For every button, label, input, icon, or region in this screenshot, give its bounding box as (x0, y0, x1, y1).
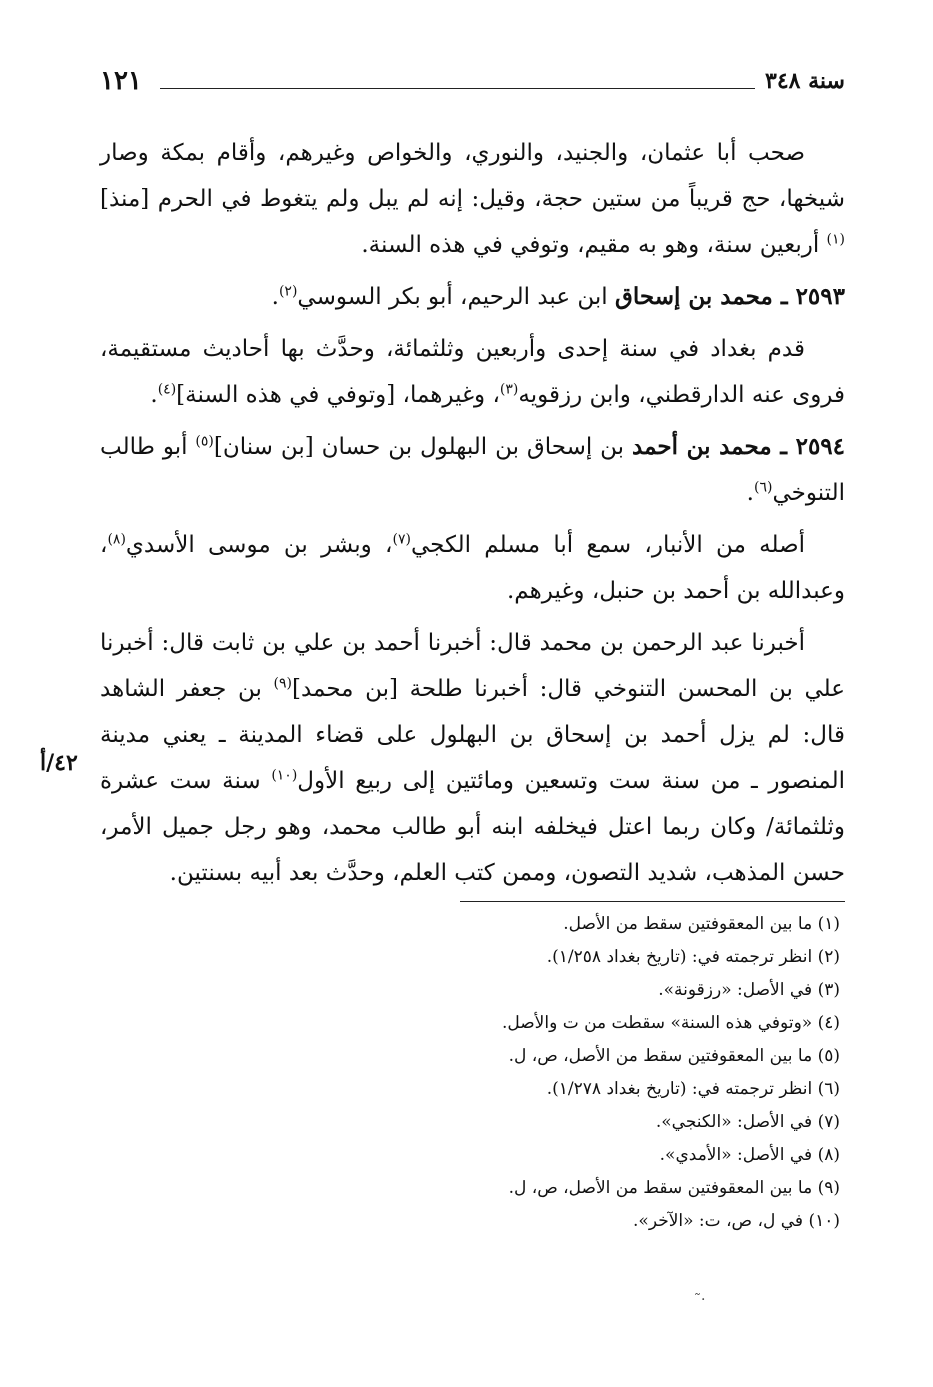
footnote-2: (٢) انظر ترجمته في: (تاريخ بغداد ١/٢٥٨). (546, 947, 840, 967)
footnote-divider (460, 901, 845, 902)
footnote-ref-8: (٨) (107, 531, 126, 548)
footnote-ref-4: (٤) (157, 381, 177, 398)
paragraph-3: أصله من الأنبار، سمع أبا مسلم الكجي$^{(٧)}$، وبشر بن موسى الأسدي$^{(٨)}$، وعبدالله بن أحمد بن حنبل، وغيرهم. (100, 531, 845, 604)
entry-2593-heading: ٢٥٩٣ ـ محمد بن إسحاق (615, 283, 845, 310)
entry-2594-heading: ٢٥٩٤ ـ محمد بن أحمد (632, 433, 846, 460)
entry-2593: ٢٥٩٣ ـ محمد بن إسحاق ابن عبد الرحيم، أبو بكر السوسي$^{(٢)}$. (271, 283, 845, 310)
footnote-ref-3: (٣) (499, 381, 519, 398)
footnote-ref-5: (٥) (195, 433, 214, 450)
footnote-9: (٩) ما بين المعقوفتين سقط من الأصل، ص، ل. (508, 1178, 840, 1198)
footnote-ref-2: (٢) (278, 283, 298, 300)
header-rule (160, 88, 755, 89)
footnote-ref-9: (٩) (273, 675, 292, 692)
paragraph-4: أخبرنا عبد الرحمن بن محمد قال: أخبرنا أحمد بن علي بن ثابت قال: أخبرنا علي بن المحسن التنوخي قال: أخبرنا طلحة [بن محمد]$^{(٩)}$ بن جعفر الشاهد قال: لم يزل أحمد بن إسحاق بن البهلول على قضاء المدينة ـ يعني مدينة المنصور ـ من سنة ست وتسعين ومائتين إلى ربيع الأول$^{(١٠)}$ سنة ست عشرة وثلثمائة/ وكان ربما اعتل فيخلفه ابنه أبو طالب محمد، وهو رجل جميل الأمر، حسن المذهب، شديد التصون، وممن كتب العلم، وحدَّث بعد أبيه بسنتين. (100, 630, 846, 886)
print-speck: ˜· (694, 1292, 706, 1308)
paragraph-1: صحب أبا عثمان، والجنيد، والنوري، والخواص وغيرهم، وأقام بمكة وصار شيخها، حج قريباً من ستين حجة، وقيل: إنه لم يبل ولم يتغوط في الحرم [منذ]$^{(١)}$ أربعين سنة، وهو به مقيم، وتوفي في هذه السنة. (100, 140, 845, 258)
footnote-8: (٨) في الأصل: «الأمدي». (659, 1145, 840, 1165)
footnote-5: (٥) ما بين المعقوفتين سقط من الأصل، ص، ل. (508, 1046, 840, 1066)
entry-2594: ٢٥٩٤ ـ محمد بن أحمد بن إسحاق بن البهلول بن حسان [بن سنان]$^{(٥)}$ أبو طالب التنوخي$^{(٦)}$. (100, 433, 846, 506)
footnote-ref-10: (١٠) (271, 767, 298, 784)
footnote-ref-6: (٦) (753, 479, 773, 496)
running-head-year: سنة ٣٤٨ (765, 68, 845, 94)
footnote-ref-1: (١) (826, 231, 845, 248)
footnote-1: (١) ما بين المعقوفتين سقط من الأصل. (563, 914, 840, 934)
footnote-10: (١٠) في ل، ص، ت: «الآخر». (633, 1211, 840, 1231)
footnote-ref-7: (٧) (392, 531, 411, 548)
footnote-3: (٣) في الأصل: «رزقونة». (658, 980, 840, 1000)
paragraph-2: قدم بغداد في سنة إحدى وأربعين وثلثمائة، وحدَّث بها أحاديث مستقيمة، فروى عنه الدارقطني، وابن رزقويه$^{(٣)}$، وغيرهما، [وتوفي في هذه السنة]$^{(٤)}$. (100, 336, 845, 408)
page-number: ١٢١ (100, 66, 142, 96)
footnote-7: (٧) في الأصل: «الكنجي». (655, 1112, 840, 1132)
manuscript-folio-marker: ٤٢/أ (40, 750, 78, 776)
main-text (100, 130, 845, 902)
page-header (100, 66, 845, 106)
footnote-4: (٤) «وتوفي هذه السنة» سقطت من ت والأصل. (501, 1013, 840, 1033)
footnote-6: (٦) انظر ترجمته في: (تاريخ بغداد ١/٢٧٨). (546, 1079, 840, 1099)
footnotes (440, 908, 840, 1238)
